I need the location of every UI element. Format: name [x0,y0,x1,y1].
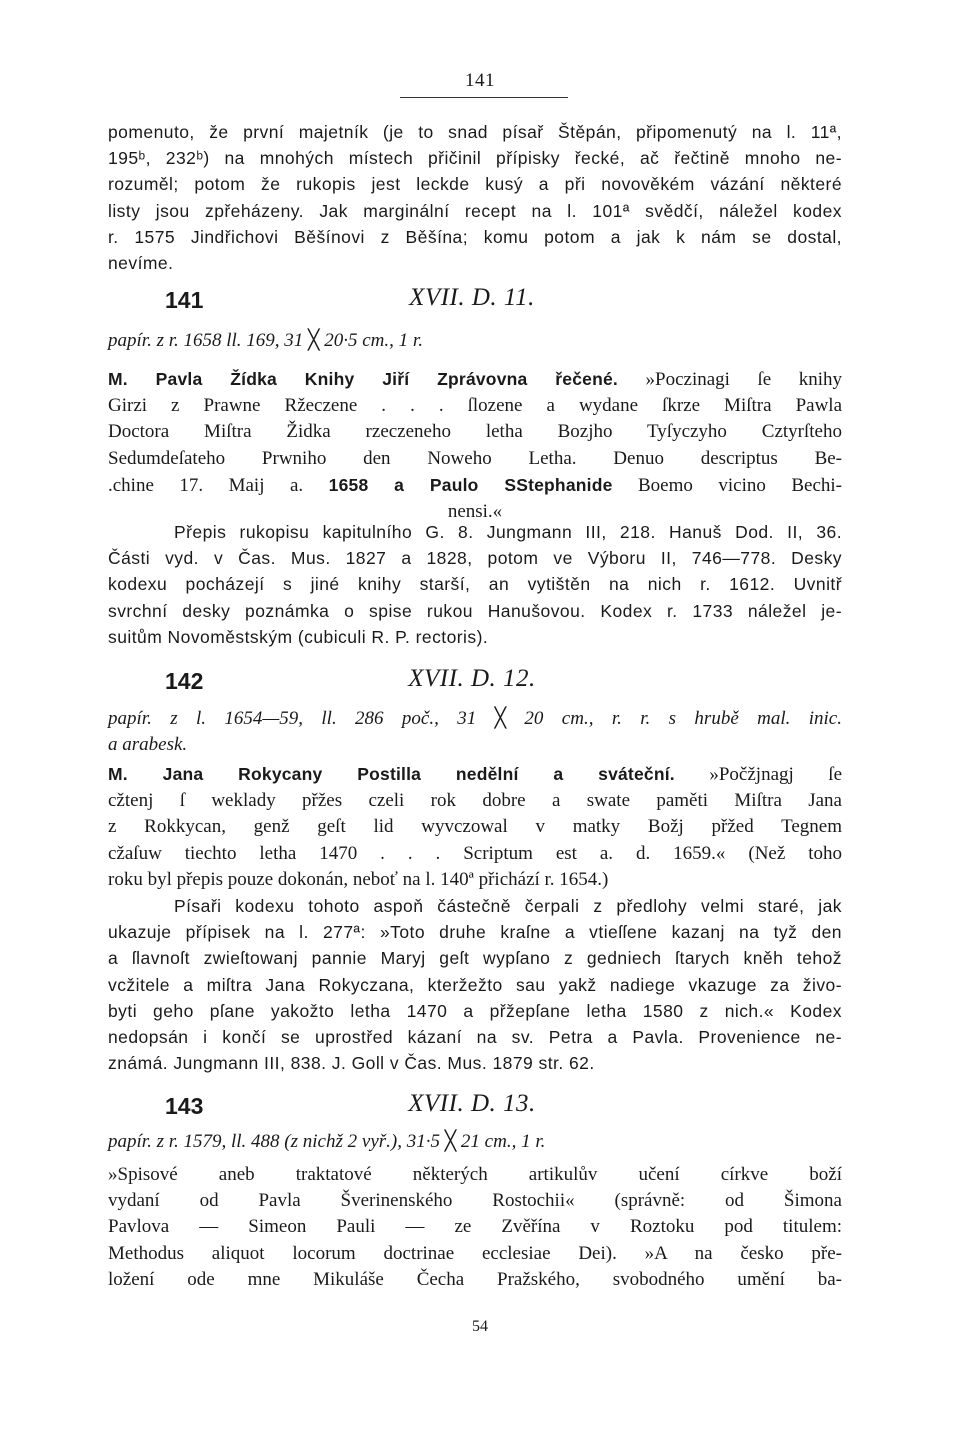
meta-line: a arabesk. [108,734,188,755]
text-line: nensi.« [447,501,503,523]
work-title: M. Jana Rokycany Postilla nedělní a sváteční. [108,764,675,784]
signature-text: XVII. D. 13. [408,1090,536,1117]
text-line: ložení ode mne Mikuláše Čecha Pražského, svobodného umění ba- [108,1268,842,1290]
text-line: vydaní od Pavla Šverinenského Rostochii« (správně: od Šimona [108,1190,842,1212]
incipit-text: »Počžjnagj ſe [709,764,842,785]
incipit-text: »Poczinagi ſe knihy [645,369,843,390]
meta-line: papír. z l. 1654—59, ll. 286 poč., 31 ╳ 20 cm., r. r. s hrubě mal. inic. [108,708,842,729]
text-line: suitům Novoměstským (cubiculi R. P. rectoris). [108,626,489,647]
signature-text: XVII. D. 11. [409,284,535,311]
entry-notes [108,893,842,1076]
text-line: známá. Jungmann III, 838. J. Goll v Čas. Mus. 1879 str. 62. [108,1053,595,1074]
text-line: Sedumdeſateho Prwniho den Noweho Letha. Denuo descriptus Be- [108,447,842,469]
entry-number: 142 [165,668,204,694]
entry-notes [108,519,842,650]
text-line: a ſlavnoſt zwieſtowanj pannie Maryj geſt wypſano z gedniech ſtarych kněh tehož [108,948,842,969]
page-number: 141 [465,70,495,91]
text-line: Girzi z Prawne Ržeczene . . . ſlozene a wydane ſkrze Miſtra Pawla [108,395,842,417]
text-line: cžaſuw tiechto letha 1470 . . . Scriptum est a. d. 1659.« (Než toho [108,842,842,864]
intro-paragraph [108,119,842,276]
text-line: cžtenj ſ weklady přžes czeli rok dobre a swate paměti Miſtra Jana [108,790,842,812]
text-line: Části vyd. v Čas. Mus. 1827 a 1828, potom ve Výboru II, 746—778. Desky [108,548,842,569]
text-line: Přepis rukopisu kapitulního G. 8. Jungmann III, 218. Hanuš Dod. II, 36. [174,522,842,542]
text-line: Pavlova — Simeon Pauli — ze Zvěřína v Roztoku pod titulem: [108,1216,842,1238]
entry-meta: papír. z r. 1658 ll. 169, 31 ╳ 20·5 cm., 1 r. [108,330,423,351]
entry-signature [0,284,960,312]
text-line: r. 1575 Jindřichovi Běšínovi z Běšína; komu potom a jak k nám se dostal, [108,226,842,247]
text-line: nedopsán i končí se uprostřed kázaní na sv. Petra a Pavla. Provenience ne- [108,1027,842,1048]
entry-meta: papír. z r. 1579, ll. 488 (z nichž 2 vyř.), 31·5 ╳ 21 cm., 1 r. [108,1131,546,1152]
text-line: Doctora Miſtra Židka rzeczeneho letha Bozjho Tyſyczyho Cztyrſteho [108,421,842,443]
text-line: Písaři kodexu tohoto aspoň částečně čerpali z předlohy velmi staré, jak [174,896,842,916]
text-line: 195ᵇ, 232ᵇ) na mnohých místech přičinil přípisky řecké, ač řečtině mnoho ne- [108,148,842,169]
text-line: ukazuje přípisek na l. 277ª: »Toto druhe kraſne a vtieſſene kazanj na tyž den [108,922,842,943]
signature-text: XVII. D. 12. [408,665,536,692]
text-line: »Spisové aneb traktatové některých artikulův učení církve boží [108,1164,842,1185]
text-line: rozuměl; potom že rukopis jest leckde kusý a při novověkém vázání některé [108,174,842,195]
work-title: M. Pavla Žídka Knihy Jiří Zprávovna řečené. [108,369,618,389]
date-scribe: 1658 a Paulo SStephanide [328,474,613,495]
text-line: z Rokkycan, genž geſt lid wyvczowal v matky Božj přžed Tegnem [108,816,842,838]
text-fragment: .chine 17. Maij a. [108,474,329,496]
footer-page-number: 54 [472,1318,488,1335]
entry-number: 143 [165,1093,204,1119]
entry-signature [0,1090,960,1118]
entry-title-block [108,761,842,893]
entry-meta [108,706,842,758]
text-line: pomenuto, že první majetník (je to snad písař Štěpán, připomenutý na l. 11ª, [108,122,842,142]
text-line: svrchní desky poznámka o spise rukou Hanušovou. Kodex r. 1733 náležel je- [108,600,842,621]
text-line: byti geho pſane yakožto letha 1470 a přžepſane letha 1580 z nich.« Kodex [108,1000,842,1021]
text-line: listy jsou zpřeházeny. Jak marginální recept na l. 101ª svědčí, náležel kodex [108,200,842,221]
header-rule [400,97,568,98]
text-line: kodexu pocházejí s jiné knihy starší, an vytištěn na nich r. 1612. Uvnitř [108,574,842,595]
entry-title-block [108,366,842,525]
text-line: nevíme. [108,253,174,274]
text-fragment: Boemo vicino Bechi- [612,474,842,496]
entry-title-block [108,1162,842,1293]
text-line: vcžitele a miſtra Jana Rokyczana, kteržežto sau yakž nadiege vkazuge za živo- [108,974,842,995]
text-line: roku byl přepis pouze dokonán, neboť na l. 140ª přichází r. 1654.) [108,868,609,890]
entry-signature [0,665,960,693]
entry-number: 141 [165,287,204,313]
text-line: Methodus aliquot locorum doctrinae ecclesiae Dei). »A na česko pře- [108,1242,842,1264]
